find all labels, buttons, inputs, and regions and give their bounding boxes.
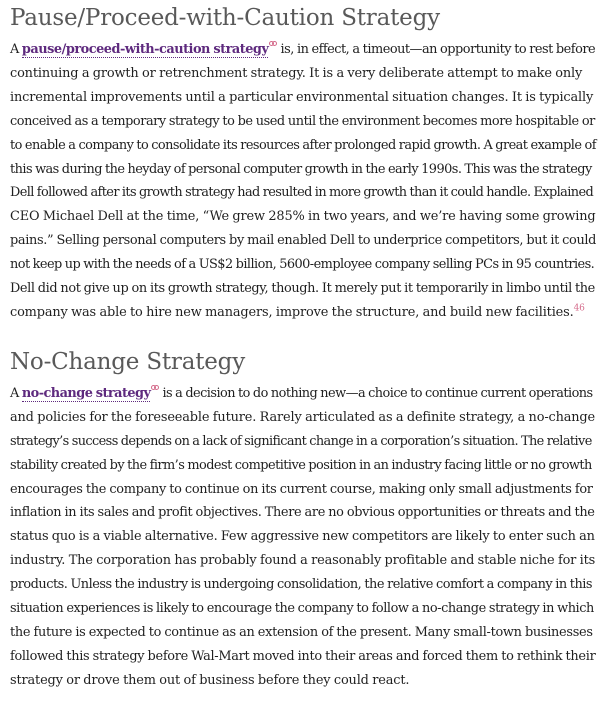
footnote-reference[interactable]: 46 <box>573 303 585 314</box>
paragraph-line: status quo is a viable alternative. Few aggressive new competitors are likely to enter such an <box>10 529 595 545</box>
paragraph-line: industry. The corporation has probably found a reasonably profitable and stable niche for its <box>10 553 596 569</box>
paragraph-line-text: is, in effect, a timeout—an opportunity to rest before <box>280 42 596 57</box>
paragraph-line <box>10 38 596 62</box>
section-heading-pause-proceed: Pause/Proceed-with-Caution Strategy <box>10 5 440 31</box>
section-heading-no-change: No-Change Strategy <box>10 348 246 375</box>
paragraph-line: Dell followed after its growth strategy had resulted in more growth than it could handle. Explained <box>10 185 594 201</box>
glossary-link-icon[interactable] <box>151 385 159 392</box>
paragraph-line: stability created by the firm’s modest competitive position in an industry facing little or no growth <box>10 457 592 473</box>
paragraph-line: this was during the heyday of personal computer growth in the early 1990s. This was the strategy <box>10 161 592 177</box>
section-paragraph-pause-proceed <box>10 38 596 325</box>
glossary-link-icon[interactable] <box>269 41 277 48</box>
paragraph-line: and policies for the foreseeable future. Rarely articulated as a definite strategy, a no-change <box>10 409 596 425</box>
paragraph-line: to enable a company to consolidate its resources after prolonged rapid growth. A great example of <box>10 137 596 153</box>
paragraph-line-text: company was able to hire new managers, improve the structure, and build new facilities. <box>10 304 574 320</box>
paragraph-line: situation experiences is likely to encourage the company to follow a no-change strategy in which <box>10 601 594 617</box>
article-prefix: A <box>10 42 19 57</box>
paragraph-line: continuing a growth or retrenchment strategy. It is a very deliberate attempt to make only <box>10 65 583 81</box>
glossary-term-no-change[interactable]: no-change strategy <box>21 385 151 401</box>
paragraph-line: Dell did not give up on its growth strategy, though. It merely put it temporarily in limbo until the <box>10 281 595 297</box>
paragraph-line: CEO Michael Dell at the time, “We grew 285% in two years, and we’re having some growing <box>10 209 596 225</box>
paragraph-line: not keep up with the needs of a US$2 billion, 5600-employee company selling PCs in 95 countries. <box>10 257 595 273</box>
paragraph-line: products. Unless the industry is undergoing consolidation, the relative comfort a company in this <box>10 577 593 593</box>
paragraph-line: followed this strategy before Wal-Mart moved into their areas and forced them to rethink their <box>10 648 596 664</box>
paragraph-line <box>10 301 596 325</box>
paragraph-line-text: is a decision to do nothing new—a choice to continue current operations <box>162 385 593 401</box>
paragraph-line: encourages the company to continue on its current course, making only small adjustments for <box>10 481 593 497</box>
paragraph-line: strategy or drove them out of business before they could react. <box>10 672 410 688</box>
article-prefix: A <box>10 385 19 401</box>
paragraph-line: incremental improvements until a particular environmental situation changes. It is typically <box>10 89 594 105</box>
paragraph-line: the future is expected to continue as an extension of the present. Many small-town businesses <box>10 624 593 640</box>
paragraph-line: conceived as a temporary strategy to be used until the environment becomes more hospitable or <box>10 113 595 129</box>
section-paragraph-no-change <box>10 382 596 693</box>
glossary-term-pause-proceed[interactable]: pause/proceed-with-caution strategy <box>21 42 269 57</box>
paragraph-line <box>10 382 596 406</box>
paragraph-line: strategy’s success depends on a lack of significant change in a corporation’s situation. The relative <box>10 433 592 449</box>
paragraph-line: inflation in its sales and profit objectives. There are no obvious opportunities or threats and the <box>10 505 595 521</box>
paragraph-line: pains.” Selling personal computers by mail enabled Dell to underprice competitors, but it could <box>10 233 597 249</box>
